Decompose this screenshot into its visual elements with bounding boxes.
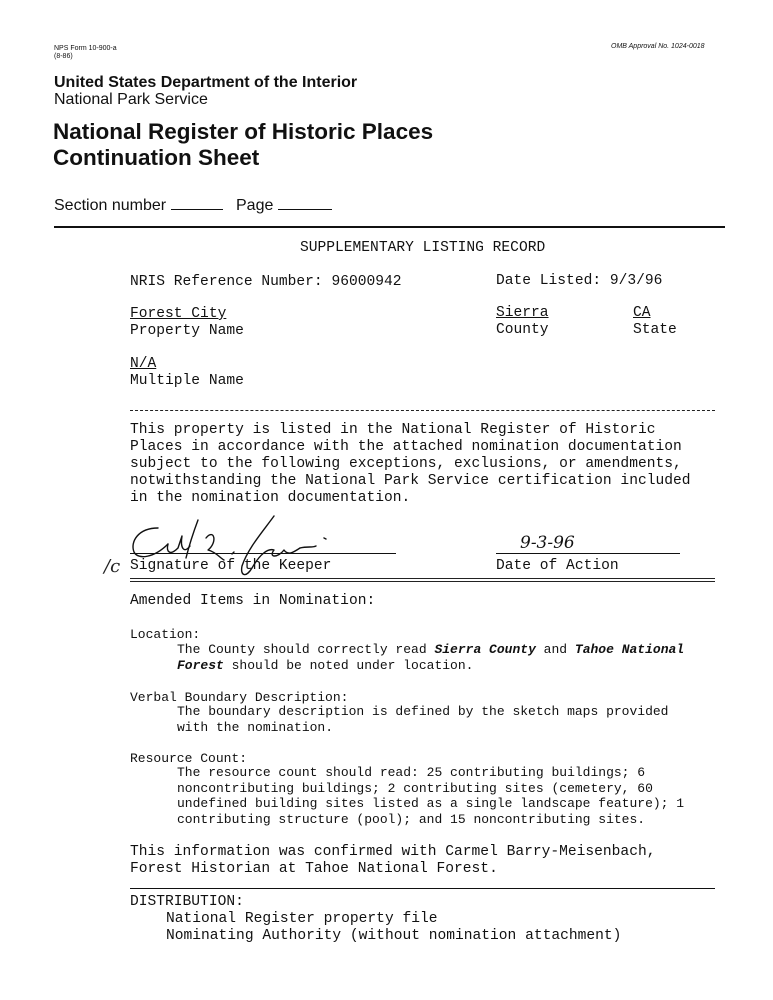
section-number-field bbox=[54, 197, 223, 215]
location-label: Location: bbox=[130, 627, 201, 642]
statement-line: in the nomination documentation. bbox=[130, 490, 411, 506]
statement-line: Places in accordance with the attached nomination documentation bbox=[130, 439, 682, 455]
header-rule bbox=[54, 226, 725, 228]
county-label: County bbox=[496, 322, 549, 338]
multiple-name-value: N/A bbox=[130, 356, 157, 372]
date-line bbox=[496, 553, 680, 554]
statement-line: This property is listed in the National Register of Historic bbox=[130, 422, 656, 438]
form-number: NPS Form 10-900-a bbox=[54, 45, 117, 52]
page-blank bbox=[278, 209, 332, 210]
record-heading: SUPPLEMENTARY LISTING RECORD bbox=[300, 240, 546, 256]
forest-emphasis: Tahoe National bbox=[574, 642, 685, 657]
page-field bbox=[236, 197, 332, 215]
property-name-value: Forest City bbox=[130, 306, 227, 322]
distribution-list bbox=[166, 911, 621, 945]
signature-label: Signature of the Keeper bbox=[130, 558, 332, 574]
date-listed-label: Date Listed: bbox=[496, 273, 602, 289]
location-line bbox=[177, 641, 684, 658]
resource-line: undefined building sites listed as a single landscape feature); 1 bbox=[177, 796, 685, 811]
page-label: Page bbox=[236, 197, 274, 214]
listing-statement bbox=[130, 422, 691, 507]
form-date: (8-86) bbox=[54, 53, 73, 60]
confirmation-text bbox=[130, 844, 655, 878]
statement-line: subject to the following exceptions, exclusions, or amendments, bbox=[130, 456, 682, 472]
date-of-action-label: Date of Action bbox=[496, 558, 619, 574]
resource-line: noncontributing buildings; 2 contributing sites (cemetery, 60 bbox=[177, 780, 653, 796]
form-title-line2: Continuation Sheet bbox=[53, 145, 260, 170]
location-text: The County should correctly read bbox=[177, 642, 435, 657]
distribution-item: National Register property file bbox=[166, 911, 438, 927]
service-name: National Park Service bbox=[54, 91, 208, 108]
confirmation-line: Forest Historian at Tahoe National Forest. bbox=[130, 861, 498, 877]
handwritten-date: 9-3-96 bbox=[520, 533, 575, 553]
state-label: State bbox=[633, 322, 677, 338]
boundary-label: Verbal Boundary Description: bbox=[130, 690, 349, 705]
margin-mark: /c bbox=[104, 556, 121, 577]
property-name-label: Property Name bbox=[130, 323, 244, 339]
date-listed-value: 9/3/96 bbox=[609, 273, 663, 289]
county-value: Sierra bbox=[496, 305, 549, 321]
location-line bbox=[177, 657, 473, 674]
omb-approval: OMB Approval No. 1024-0018 bbox=[611, 43, 705, 50]
form-title-line1: National Register of Historic Places bbox=[53, 119, 434, 144]
resource-line: The resource count should read: 25 contributing buildings; 6 bbox=[177, 765, 646, 780]
distribution-rule bbox=[130, 888, 715, 889]
boundary-line: with the nomination. bbox=[177, 719, 334, 735]
distribution-item: Nominating Authority (without nomination attachment) bbox=[166, 928, 622, 944]
boundary-text bbox=[177, 704, 668, 735]
multiple-name-label: Multiple Name bbox=[130, 373, 244, 389]
location-text: and bbox=[535, 642, 575, 657]
forest-emphasis: Forest bbox=[177, 658, 224, 673]
double-divider bbox=[130, 578, 715, 582]
resource-line: contributing structure (pool); and 15 noncontributing sites. bbox=[177, 811, 646, 827]
section-number-label: Section number bbox=[54, 197, 167, 214]
distribution-heading: DISTRIBUTION: bbox=[130, 894, 244, 910]
boundary-line: The boundary description is defined by the sketch maps provided bbox=[177, 704, 669, 719]
location-text: should be noted under location. bbox=[223, 658, 474, 673]
county-emphasis: Sierra County bbox=[434, 642, 536, 657]
section-number-blank bbox=[171, 209, 223, 210]
statement-line: notwithstanding the National Park Service certification included bbox=[130, 473, 691, 489]
resource-count-label: Resource Count: bbox=[130, 751, 248, 766]
amended-items-heading: Amended Items in Nomination: bbox=[130, 593, 376, 609]
state-value: CA bbox=[633, 305, 651, 321]
nris-label: NRIS Reference Number: bbox=[130, 274, 323, 290]
resource-count-text bbox=[177, 765, 684, 827]
confirmation-line: This information was confirmed with Carmel Barry-Meisenbach, bbox=[130, 844, 656, 860]
department-name: United States Department of the Interior bbox=[54, 74, 358, 91]
date-listed bbox=[496, 273, 662, 290]
signature-text: Carol D. Shull bbox=[128, 588, 134, 589]
nris-value: 96000942 bbox=[331, 274, 402, 290]
nris-reference bbox=[130, 274, 402, 291]
dashed-divider bbox=[130, 410, 715, 411]
signature-line bbox=[130, 553, 396, 554]
